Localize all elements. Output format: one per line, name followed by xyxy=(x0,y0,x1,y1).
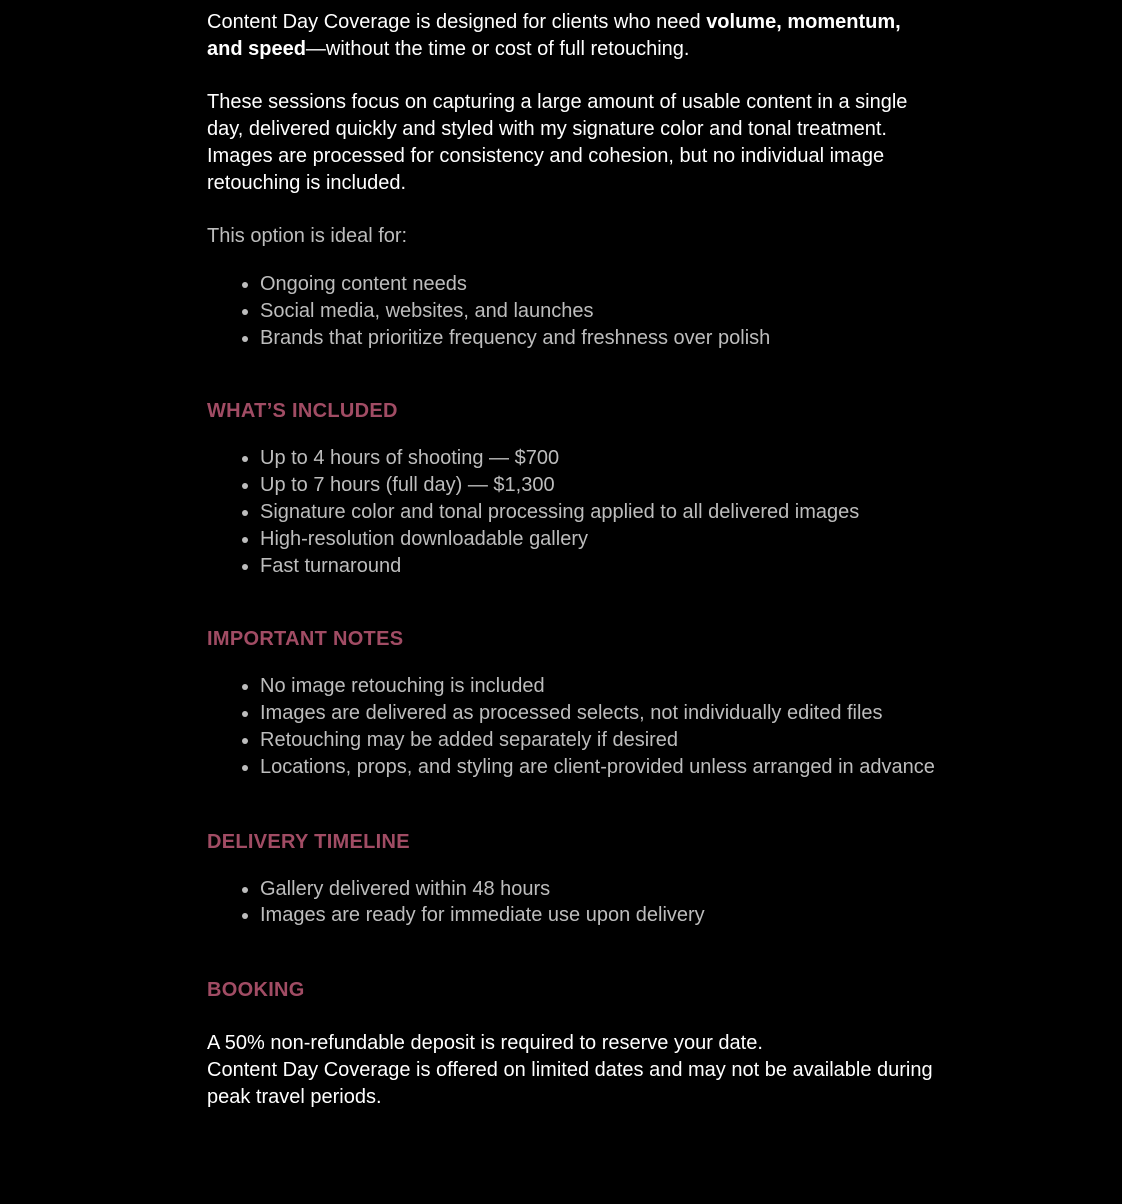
list-item: • Up to 4 hours of shooting — $700 xyxy=(260,445,937,472)
delivery-timeline-heading: DELIVERY TIMELINE xyxy=(207,830,410,853)
list-item: • Ongoing content needs xyxy=(260,271,937,298)
whats-included-list xyxy=(207,445,937,579)
intro-paragraph-1 xyxy=(207,9,937,63)
list-item: • Up to 7 hours (full day) — $1,300 xyxy=(260,472,937,499)
list-item: • No image retouching is included xyxy=(260,673,937,700)
list-item: • Fast turnaround xyxy=(260,553,937,580)
list-item: • Images are ready for immediate use upon delivery xyxy=(260,902,937,929)
list-item: • Images are delivered as processed selects, not individually edited files xyxy=(260,700,937,727)
intro-paragraph-2: These sessions focus on capturing a large amount of usable content in a single day, delivered quickly and styled with my signature color and tonal treatment. Images are processed for consistency and cohesion, but no individual image retouching is included. xyxy=(207,91,908,194)
important-notes-heading: IMPORTANT NOTES xyxy=(207,628,404,651)
list-item: • Locations, props, and styling are client-provided unless arranged in advance xyxy=(260,754,937,781)
booking-availability-text: Content Day Coverage is offered on limited dates and may not be available during peak travel periods. xyxy=(207,1059,933,1109)
list-item: • High-resolution downloadable gallery xyxy=(260,526,937,553)
delivery-timeline-list xyxy=(207,876,937,930)
intro-text-lead: Content Day Coverage is designed for clients who need xyxy=(207,11,707,33)
list-item: • Social media, websites, and launches xyxy=(260,298,937,325)
booking-deposit-text: A 50% non-refundable deposit is required to reserve your date. xyxy=(207,1032,763,1055)
service-description xyxy=(207,9,937,1111)
whats-included-heading: WHAT’S INCLUDED xyxy=(207,400,398,423)
booking-heading: BOOKING xyxy=(207,979,305,1002)
list-item: • Brands that prioritize frequency and freshness over polish xyxy=(260,325,937,352)
intro-text-tail: —without the time or cost of full retouching. xyxy=(305,38,690,60)
important-notes-list xyxy=(207,673,937,780)
list-item: • Gallery delivered within 48 hours xyxy=(260,876,937,903)
list-item: • Signature color and tonal processing applied to all delivered images xyxy=(260,499,937,526)
ideal-for-lead: This option is ideal for: xyxy=(207,225,408,247)
intro-emphasis: volume, momentum, and speed xyxy=(207,11,901,60)
booking-section xyxy=(207,1030,937,1111)
ideal-for-list xyxy=(207,271,937,351)
list-item: • Retouching may be added separately if desired xyxy=(260,727,937,754)
